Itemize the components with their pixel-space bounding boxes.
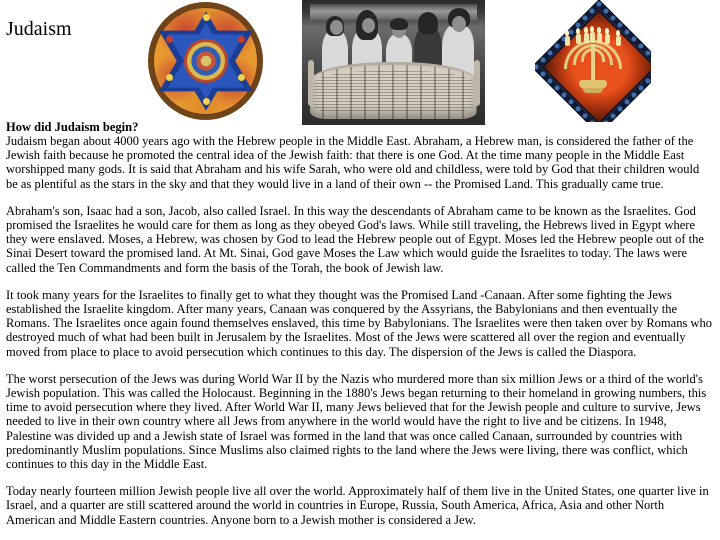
- star-glass-dot: [203, 14, 210, 21]
- star-glass-dot: [203, 98, 210, 105]
- menorah-base-foot: [583, 88, 603, 93]
- menorah-flame: [590, 26, 594, 32]
- article-paragraph-4: The worst persecution of the Jews was during World War II by the Nazis who murdered more than six million Jews or a third of the world's Jewish population. This was called the Holocaust. Beginning in the 1880's Jews began returning to their homeland in growing numbers, this time to avoid persecution where they lived. After World War II, many Jews believed that for the Jewish people and culture to survive, Jews needed to live in their own country where all Jews from anywhere in the world would have the right to live and be citizens. In 1948, Palestine was divided up and a Jewish state of Israel was formed in the land that was once called Canaan, surrounded by countries with predominantly Muslim populations. Since Muslims also claimed rights to the land where the Jews were living, there was conflict, which continues to this day in the Middle East.: [6, 371, 707, 472]
- article-paragraph-3: It took many years for the Israelites to finally get to what they thought was the Promised Land -Canaan. After some fighting the Jews established the Israelite kingdom. After many years, Canaan was conquered by the Assyrians, the Babylonians and then eventually the Romans. The Israelites once again found themselves enslaved, this time by Babylonians. The Israelites were then taken over by Romans who destroyed much of what had been built in Jerusalem by the Israelites. Most of the Jews were scattered all over the region and eventually moved from place to place to avoid persecution which continues to this day. The dispersion of the Jews is called the Diaspora.: [6, 287, 712, 359]
- photo-figure-head: [452, 16, 466, 32]
- menorah-candle: [597, 33, 602, 43]
- torah-scroll-roller: [474, 60, 480, 106]
- menorah-flame: [597, 27, 601, 33]
- photo-figure-hair: [418, 12, 438, 34]
- menorah-flame: [616, 30, 620, 36]
- menorah-flame: [605, 28, 609, 34]
- page-title: Judaism: [6, 18, 72, 41]
- header-band: [0, 0, 720, 126]
- photo-figure-head: [330, 20, 343, 35]
- torah-scroll-roller: [308, 60, 314, 106]
- article-paragraph-5: Today nearly fourteen million Jewish people live all over the world. Approximately half of them live in the United States, one quarter live in Israel, and a quarter are still scattered around the world in countries in Europe, Russia, South America, Africa, Asia and other North American and Middle Eastern countries. Anyone born to a Jewish mother is considered a Jew.: [6, 484, 709, 527]
- torah-scroll: [310, 62, 477, 119]
- section-heading: How did Judaism begin?: [6, 120, 139, 134]
- star-glass-dot: [238, 74, 245, 81]
- menorah-candle: [565, 36, 570, 46]
- menorah-candle: [584, 33, 589, 43]
- star-glass-dot: [166, 36, 173, 43]
- menorah-candle: [616, 36, 621, 46]
- star-medallion-glass: [154, 8, 257, 114]
- menorah-stained-glass-image: [535, 0, 651, 122]
- star-glass-dot: [238, 36, 245, 43]
- menorah-flame: [584, 27, 588, 33]
- photo-figure-hair: [390, 18, 408, 30]
- photo-figure-head: [362, 18, 375, 33]
- menorah-candle: [590, 32, 595, 42]
- article-paragraph-2: Abraham's son, Isaac had a son, Jacob, also called Israel. In this way the descendants of Abraham came to be known as the Israelites. God promised the Israelites he would care for them as long as they obeyed God's laws. While still traveling, the Hebrews lived in Egypt where they were enslaved. Moses, a Hebrew, was chosen by God to lead the Hebrew people out of Egypt. Moses led the Hebrew people out of the Sinai Desert toward the promised land. At Mt. Sinai, God gave Moses the Law which would guide the Israelites to today. The laws were called the Ten Commandments and form the basis of the Torah, the book of Jewish law.: [6, 203, 704, 275]
- article-paragraph-1: Judaism began about 4000 years ago with the Hebrew people in the Middle East. Abraham, a Hebrew man, is considered the father of the Jewish faith because he promoted the central idea of the Jewish faith: that there is one God. At the time many people in the Middle East worshipped many gods. It is said that Abraham and his wife Sarah, who were old and childless, were told by God that their children would be as plentiful as the stars in the sky and that they would live in a land of their own -- the Promised Land. This gradually came true.: [6, 134, 700, 191]
- star-rosette-center: [184, 39, 228, 83]
- torah-scroll-columns: [314, 71, 473, 111]
- menorah-figure: [535, 0, 651, 122]
- menorah-flame: [576, 28, 580, 34]
- star-of-david-stained-glass-image: [148, 2, 263, 120]
- menorah-candle: [576, 34, 581, 44]
- star-glass-dot: [166, 74, 173, 81]
- torah-reading-photograph-image: [302, 0, 485, 125]
- article-body: [6, 120, 714, 527]
- menorah-flame: [565, 30, 569, 36]
- menorah-candle: [605, 34, 610, 44]
- menorah-stem: [591, 44, 595, 82]
